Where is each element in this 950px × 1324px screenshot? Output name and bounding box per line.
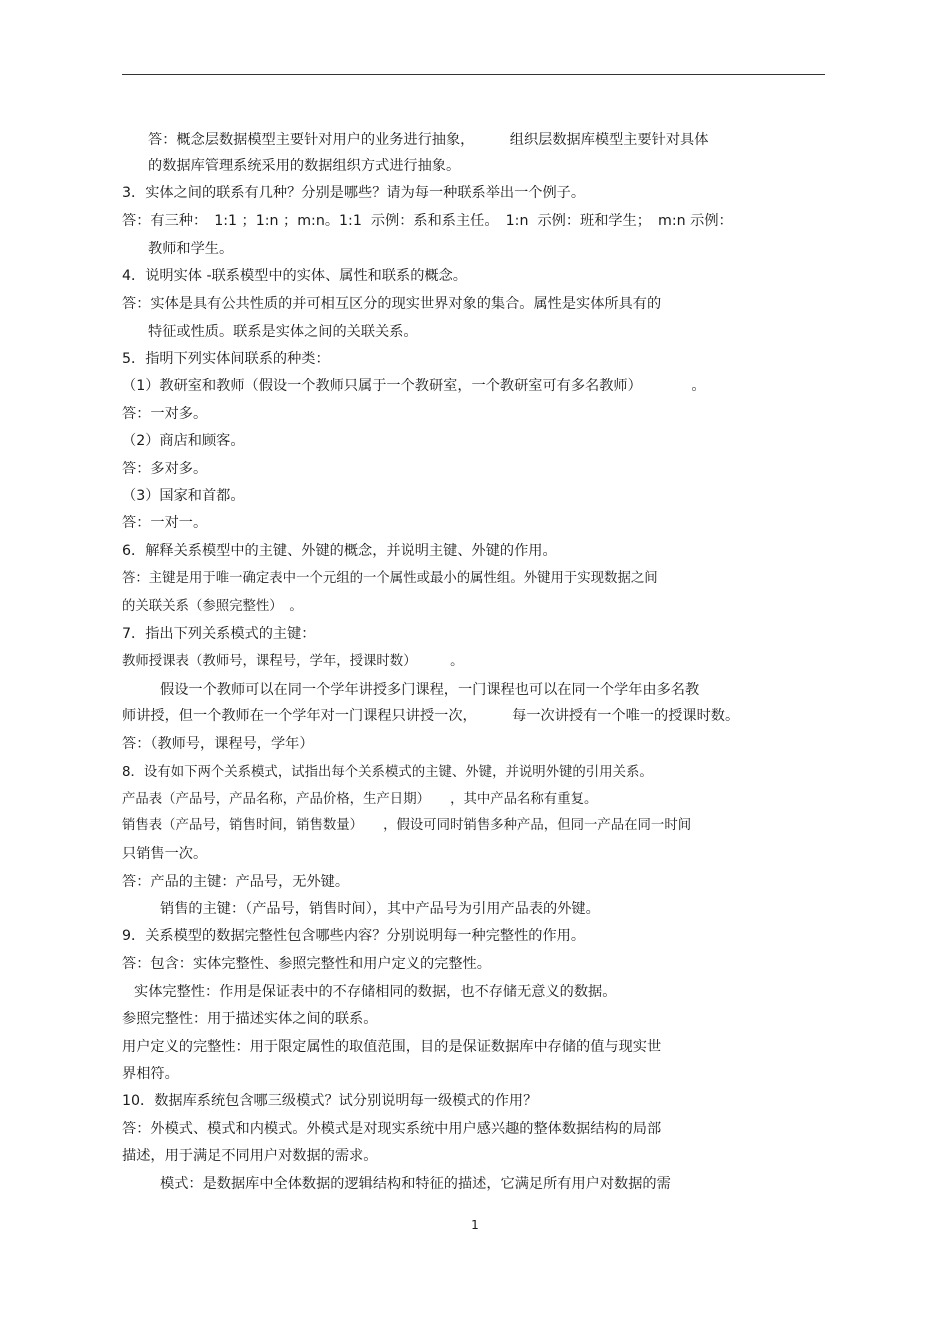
- question-7: 7．指出下列关系模式的主键：: [122, 626, 316, 642]
- text-line: （1）教研室和教师（假设一个教师只属于一个教研室，一个教研室可有多名教师） 。: [122, 378, 706, 394]
- text-line: （2）商店和顾客。: [122, 433, 245, 449]
- text-line: 特征或性质。联系是实体之间的关联关系。: [148, 324, 418, 340]
- text-line: 答：实体是具有公共性质的并可相互区分的现实世界对象的集合。属性是实体所具有的: [122, 296, 662, 312]
- text-line: （3）国家和首都。: [122, 488, 245, 504]
- text-line: 产品表（产品号，产品名称，产品价格，生产日期） ，其中产品名称有重复。: [122, 792, 598, 807]
- text-line: 的数据库管理系统采用的数据组织方式进行抽象。: [148, 158, 461, 174]
- question-6: 6．解释关系模型中的主键、外键的概念，并说明主键、外键的作用。: [122, 543, 557, 559]
- question-9: 9．关系模型的数据完整性包含哪些内容？分别说明每一种完整性的作用。: [122, 928, 586, 944]
- text-line: 描述，用于满足不同用户对数据的需求。: [122, 1148, 378, 1164]
- text-line: 答：一对一。: [122, 515, 208, 531]
- text-line: 答：概念层数据模型主要针对用户的业务进行抽象， 组织层数据库模型主要针对具体: [148, 132, 709, 148]
- text-line: 模式：是数据库中全体数据的逻辑结构和特征的描述，它满足所有用户对数据的需: [160, 1176, 671, 1192]
- text-line: 答：产品的主键：产品号，无外键。: [122, 874, 350, 890]
- text-line: 假设一个教师可以在同一个学年讲授多门课程，一门课程也可以在同一个学年由多名教: [160, 682, 700, 698]
- text-line: 销售表（产品号，销售时间，销售数量） ，假设可同时销售多种产品，但同一产品在同一时间: [122, 818, 692, 833]
- question-8: 8．设有如下两个关系模式，试指出每个关系模式的主键、外键，并说明外键的引用关系。: [122, 765, 653, 780]
- text-line: 答：一对多。: [122, 406, 208, 422]
- text-line: 参照完整性：用于描述实体之间的联系。: [122, 1011, 378, 1027]
- text-line: 销售的主键：（产品号，销售时间），其中产品号为引用产品表的外键。: [160, 901, 600, 917]
- text-line: 只销售一次。: [122, 846, 208, 862]
- page-number: 1: [471, 1218, 479, 1232]
- text-line: 实体完整性：作用是保证表中的不存储相同的数据，也不存储无意义的数据。: [134, 984, 617, 1000]
- text-line: 答：外模式、模式和内模式。外模式是对现实系统中用户感兴趣的整体数据结构的局部: [122, 1121, 662, 1137]
- text-line: 答：主键是用于唯一确定表中一个元组的一个属性或最小的属性组。外键用于实现数据之间: [122, 571, 658, 586]
- text-line: 教师授课表（教师号，课程号，学年，授课时数） 。: [122, 654, 464, 669]
- text-line: 的关联关系（参照完整性） 。: [122, 599, 303, 614]
- question-3: 3．实体之间的联系有几种？分别是哪些？请为每一种联系举出一个例子。: [122, 185, 586, 201]
- text-line: 答：包含：实体完整性、参照完整性和用户定义的完整性。: [122, 956, 491, 972]
- text-line: 师讲授，但一个教师在一个学年对一门课程只讲授一次， 每一次讲授有一个唯一的授课时数。: [122, 708, 740, 724]
- question-10: 10．数据库系统包含哪三级模式？试分别说明每一级模式的作用？: [122, 1093, 538, 1109]
- text-line: 界相符。: [122, 1066, 179, 1082]
- text-line: 答：有三种： 1:1 ；1:n ；m:n。1:1 示例：系和系主任。 1:n 示例：班和学生； m:n 示例：: [122, 213, 733, 229]
- text-line: 答：（教师号，课程号，学年）: [122, 736, 314, 752]
- text-line: 教师和学生。: [148, 241, 234, 257]
- text-line: 答：多对多。: [122, 461, 208, 477]
- question-5: 5．指明下列实体间联系的种类：: [122, 351, 330, 367]
- header-rule: [122, 74, 825, 75]
- question-4: 4．说明实体 -联系模型中的实体、属性和联系的概念。: [122, 268, 467, 284]
- text-line: 用户定义的完整性：用于限定属性的取值范围，目的是保证数据库中存储的值与现实世: [122, 1039, 662, 1055]
